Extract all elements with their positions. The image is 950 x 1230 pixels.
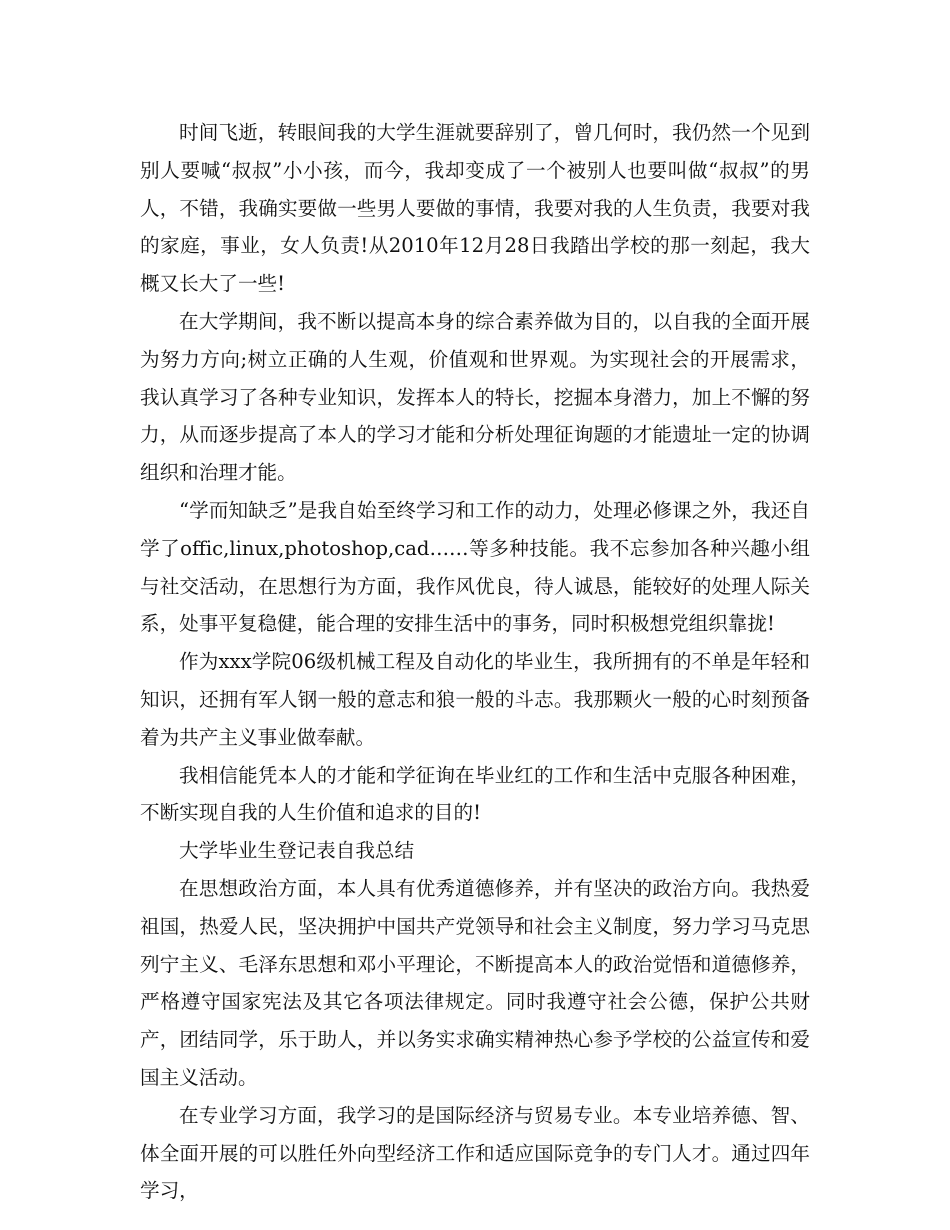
paragraph: 在思想政治方面，本人具有优秀道德修养，并有坚决的政治方向。我热爱祖国，热爱人民，坚决拥护中国共产党领导和社会主义制度，努力学习马克思列宁主义、毛泽东思想和邓小平理论，不断提高本人的政治觉悟和道德修养，严格遵守国家宪法及其它各项法律规定。同时我遵守社会公德，保护公共财产，团结同学，乐于助人，并以务实求确实精神热心参予学校的公益宣传和爱国主义活动。 <box>140 876 810 1089</box>
paragraph: “学而知缺乏”是我自始至终学习和工作的动力，处理必修课之外，我还自学了offic,linux,photoshop,cad……等多种技能。我不忘参加各种兴趣小组与社交活动，在思想行为方面，我作风优良，待人诚恳，能较好的处理人际关系，处事平复稳健，能合理的安排生活中的事务，同时积极想党组织靠拢! <box>140 498 810 636</box>
document-body <box>140 114 810 1210</box>
paragraph: 在大学期间，我不断以提高本身的综合素养做为目的，以自我的全面开展为努力方向;树立正确的人生观，价值观和世界观。为实现社会的开展需求，我认真学习了各种专业知识，发挥本人的特长，挖掘本身潜力，加上不懈的努力，从而逐步提高了本人的学习才能和分析处理征询题的才能遗址一定的协调组织和治理才能。 <box>140 309 810 485</box>
paragraph: 在专业学习方面，我学习的是国际经济与贸易专业。本专业培养德、智、体全面开展的可以胜任外向型经济工作和适应国际竞争的专门人才。通过四年学习， <box>140 1103 810 1203</box>
paragraph: 我相信能凭本人的才能和学征询在毕业红的工作和生活中克服各种困难，不断实现自我的人生价值和追求的目的! <box>140 763 810 825</box>
paragraph: 时间飞逝，转眼间我的大学生涯就要辞别了，曾几何时，我仍然一个见到别人要喊“叔叔”小小孩，而今，我却变成了一个被别人也要叫做“叔叔”的男人，不错，我确实要做一些男人要做的事情，我要对我的人生负责，我要对我的家庭，事业，女人负责!从2010年12月28日我踏出学校的那一刻起，我大概又长大了一些! <box>140 121 810 296</box>
paragraph: 作为xxx学院06级机械工程及自动化的毕业生，我所拥有的不单是年轻和知识，还拥有军人钢一般的意志和狼一般的斗志。我那颗火一般的心时刻预备着为共产主义事业做奉献。 <box>140 650 810 749</box>
section-heading: 大学毕业生登记表自我总结 <box>179 839 415 863</box>
